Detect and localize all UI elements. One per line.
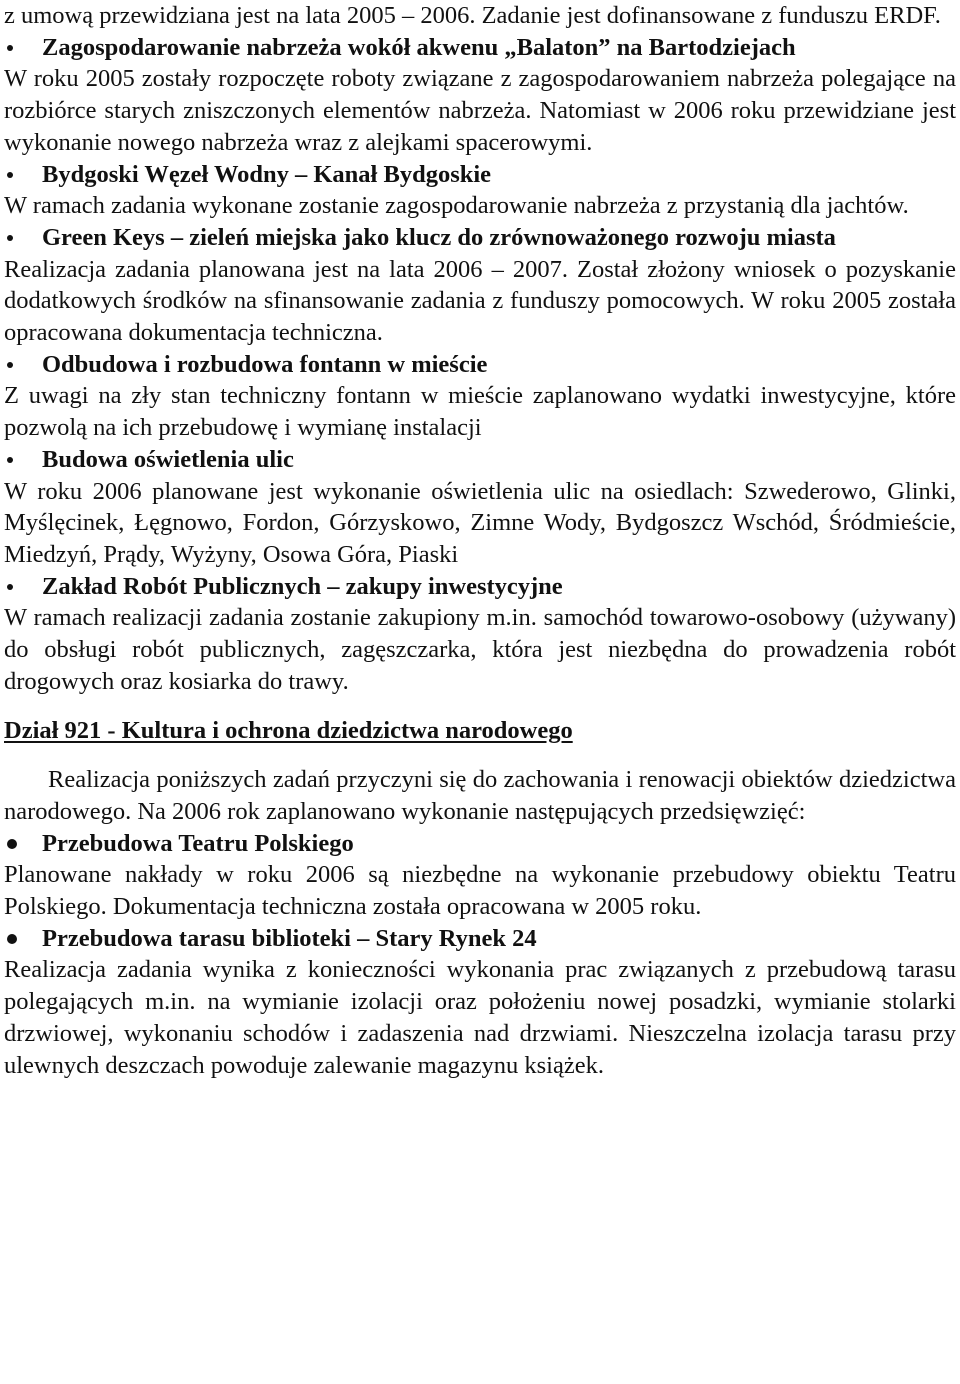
item-title-text: Zakład Robót Publicznych – zakupy inwestycyjne: [42, 572, 563, 600]
item-title-text: Odbudowa i rozbudowa fontann w mieście: [42, 350, 488, 378]
bullet-icon: [7, 923, 37, 954]
item-title-text: Zagospodarowanie nabrzeża wokół akwenu „Balaton” na Bartodziejach: [42, 33, 796, 61]
bullet-icon: [7, 32, 37, 63]
item-title-text: Przebudowa tarasu biblioteki – Stary Rynek 24: [42, 924, 537, 952]
item-title: [4, 222, 956, 254]
intro-paragraph: z umową przewidziana jest na lata 2005 – 2006. Zadanie jest dofinansowane z funduszu ERDF.: [4, 2, 941, 29]
item-taras: [4, 923, 956, 1082]
item-body: Planowane nakłady w roku 2006 są niezbędne na wykonanie przebudowy obiektu Teatru Polskiego. Dokumentacja techniczna została opracowana w 2005 roku.: [4, 861, 956, 920]
item-body: Realizacja zadania planowana jest na lata 2006 – 2007. Został złożony wniosek o pozyskanie dodatkowych środków na sfinansowanie zadania z funduszy pomocowych. W roku 2005 została opracowana dokumentacja techniczna.: [4, 255, 956, 347]
section-intro: Realizacja poniższych zadań przyczyni się do zachowania i renowacji obiektów dziedzictwa narodowego. Na 2006 rok zaplanowano wykonanie następujących przedsięwzięć:: [4, 766, 956, 825]
item-teatr: [4, 828, 956, 923]
item-balaton: [4, 32, 956, 159]
bullet-icon: [7, 159, 37, 190]
item-zrp: [4, 571, 956, 698]
bullet-icon: [7, 444, 37, 475]
item-green-keys: [4, 222, 956, 349]
item-body: W ramach zadania wykonane zostanie zagospodarowanie nabrzeża z przystanią dla jachtów.: [4, 192, 909, 220]
item-body: Z uwagi na zły stan techniczny fontann w mieście zaplanowano wydatki inwestycyjne, które pozwolą na ich przebudowę i wymianę instalacji: [4, 382, 956, 442]
bullet-icon: [7, 222, 37, 253]
item-fontanny: [4, 349, 956, 444]
item-title-text: Green Keys – zieleń miejska jako klucz do zrównoważonego rozwoju miasta: [42, 223, 836, 251]
item-title-text: Przebudowa Teatru Polskiego: [42, 829, 354, 857]
item-title: [4, 32, 956, 64]
item-title: [4, 159, 956, 191]
item-title: [4, 349, 956, 381]
item-title: [4, 444, 956, 476]
bullet-icon: [7, 828, 37, 859]
item-oswietlenie: [4, 444, 956, 571]
item-wezel-wodny: [4, 159, 956, 222]
item-body: W roku 2005 zostały rozpoczęte roboty związane z zagospodarowaniem nabrzeża polegające na rozbiórce starych zniszczonych elementów nabrzeża. Natomiast w 2006 roku przewidziane jest wykonanie nowego nabrzeża wraz z alejkami spacerowymi.: [4, 65, 956, 156]
bullet-icon: [7, 571, 37, 602]
item-title: [4, 923, 956, 955]
item-title: [4, 571, 956, 603]
section-title: Dział 921 - Kultura i ochrona dziedzictwa narodowego: [4, 717, 573, 745]
bullet-icon: [7, 349, 37, 380]
item-title-text: Budowa oświetlenia ulic: [42, 445, 294, 473]
item-body: W roku 2006 planowane jest wykonanie oświetlenia ulic na osiedlach: Szwederowo, Glinki, Myślęcinek, Łęgnowo, Fordon, Górzyskowo, Zimne Wody, Bydgoszcz Wschód, Śródmieście, Miedzyń, Prądy, Wyżyny, Osowa Góra, Piaski: [4, 477, 956, 568]
item-body: W ramach realizacji zadania zostanie zakupiony m.in. samochód towarowo-osobowy (używany) do obsługi robót publicznych, zagęszczarka, która jest niezbędna do prowadzenia robót drogowych oraz kosiarka do trawy.: [4, 604, 956, 695]
item-title-text: Bydgoski Węzeł Wodny – Kanał Bydgoskie: [42, 160, 492, 188]
item-body: Realizacja zadania wynika z konieczności wykonania prac związanych z przebudową tarasu polegających m.in. na wymianie izolacji oraz położeniu nowej posadzki, wymianie stolarki drzwiowej, wykonaniu schodów i zadaszenia nad drzwiami. Nieszczelna izolacja tarasu przy ulewnych deszczach powoduje zalewanie magazynu książek.: [4, 956, 956, 1079]
item-title: [4, 828, 956, 860]
